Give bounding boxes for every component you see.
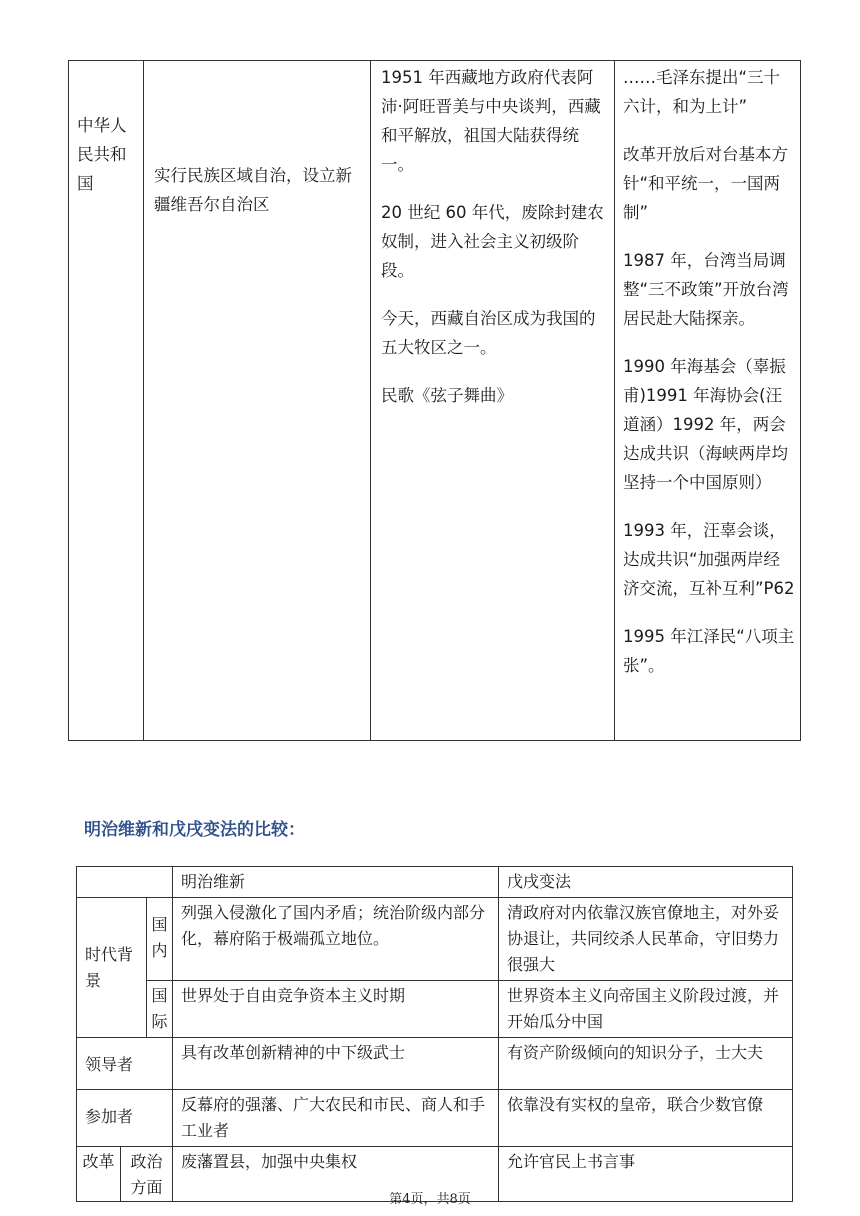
tibet-paragraph: 今天，西藏自治区成为我国的五大牧区之一。 bbox=[381, 309, 596, 357]
row-label-leaders: 领导者 bbox=[77, 1038, 173, 1090]
taiwan-paragraph: 改革开放后对台基本方针“和平统一，一国两制” bbox=[623, 145, 788, 222]
table-row bbox=[77, 981, 793, 1038]
era-label: 中华人民共和国 bbox=[77, 116, 127, 193]
sub-label-domestic: 国内 bbox=[147, 898, 173, 981]
comparison-table bbox=[76, 866, 793, 1202]
taiwan-paragraph: 1987 年，台湾当局调整“三不政策”开放台湾居民赴大陆探亲。 bbox=[623, 251, 789, 328]
cell-wuxu-international: 世界资本主义向帝国主义阶段过渡，并开始瓜分中国 bbox=[499, 981, 793, 1038]
tibet-paragraph: 民歌《弦子舞曲》 bbox=[381, 386, 513, 405]
policy-cell bbox=[144, 61, 371, 741]
header-meiji: 明治维新 bbox=[173, 867, 499, 898]
row-label-reform: 改革 bbox=[77, 1147, 121, 1202]
cell-meiji-leaders: 具有改革创新精神的中下级武士 bbox=[173, 1038, 499, 1090]
row-label-background: 时代背景 bbox=[77, 898, 147, 1038]
table-row bbox=[77, 898, 793, 981]
taiwan-paragraph: 1995 年江泽民“八项主张”。 bbox=[623, 627, 795, 675]
taiwan-paragraph: 1990 年海基会（辜振甫)1991 年海协会(汪道涵）1992 年，两会达成共识（海峡两岸均坚持一个中国原则） bbox=[623, 357, 788, 492]
header-row bbox=[77, 867, 793, 898]
cell-meiji-participants: 反幕府的强藩、广大农民和市民、商人和手工业者 bbox=[173, 1090, 499, 1147]
row-label-participants: 参加者 bbox=[77, 1090, 173, 1147]
cell-meiji-reform: 废藩置县，加强中央集权 bbox=[173, 1147, 499, 1202]
taiwan-paragraph: 1993 年，汪辜会谈，达成共识“加强两岸经济交流，互补互利”P62 bbox=[623, 521, 795, 598]
header-wuxu: 戊戌变法 bbox=[499, 867, 793, 898]
table-row bbox=[77, 1038, 793, 1090]
tibet-cell bbox=[371, 61, 615, 741]
table-row bbox=[77, 1090, 793, 1147]
ethnic-policy-table bbox=[68, 60, 801, 741]
cell-wuxu-participants: 依靠没有实权的皇帝，联合少数官僚 bbox=[499, 1090, 793, 1147]
policy-text: 实行民族区域自治，设立新疆维吾尔自治区 bbox=[154, 166, 352, 214]
cell-meiji-domestic: 列强入侵激化了国内矛盾；统治阶级内部分化，幕府陷于极端孤立地位。 bbox=[173, 898, 499, 981]
cell-wuxu-leaders: 有资产阶级倾向的知识分子，士大夫 bbox=[499, 1038, 793, 1090]
cell-wuxu-domestic: 清政府对内依靠汉族官僚地主，对外妥协退让，共同绞杀人民革命，守旧势力很强大 bbox=[499, 898, 793, 981]
tibet-paragraph: 1951 年西藏地方政府代表阿沛·阿旺晋美与中央谈判，西藏和平解放，祖国大陆获得统一。 bbox=[381, 68, 601, 174]
page-number: 第4页，共8页 bbox=[389, 1192, 471, 1207]
sub-label-political: 政治方面 bbox=[121, 1147, 173, 1202]
section-heading: 明治维新和戊戌变法的比较： bbox=[84, 820, 305, 840]
taiwan-cell bbox=[615, 61, 801, 741]
corner-cell bbox=[77, 867, 173, 898]
tibet-paragraph: 20 世纪 60 年代，废除封建农奴制，进入社会主义初级阶段。 bbox=[381, 203, 604, 280]
cell-meiji-international: 世界处于自由竞争资本主义时期 bbox=[173, 981, 499, 1038]
era-cell bbox=[69, 61, 144, 741]
taiwan-paragraph: ……毛泽东提出“三十六计，和为上计” bbox=[623, 68, 781, 116]
cell-wuxu-reform: 允许官民上书言事 bbox=[499, 1147, 793, 1202]
sub-label-international: 国际 bbox=[147, 981, 173, 1038]
